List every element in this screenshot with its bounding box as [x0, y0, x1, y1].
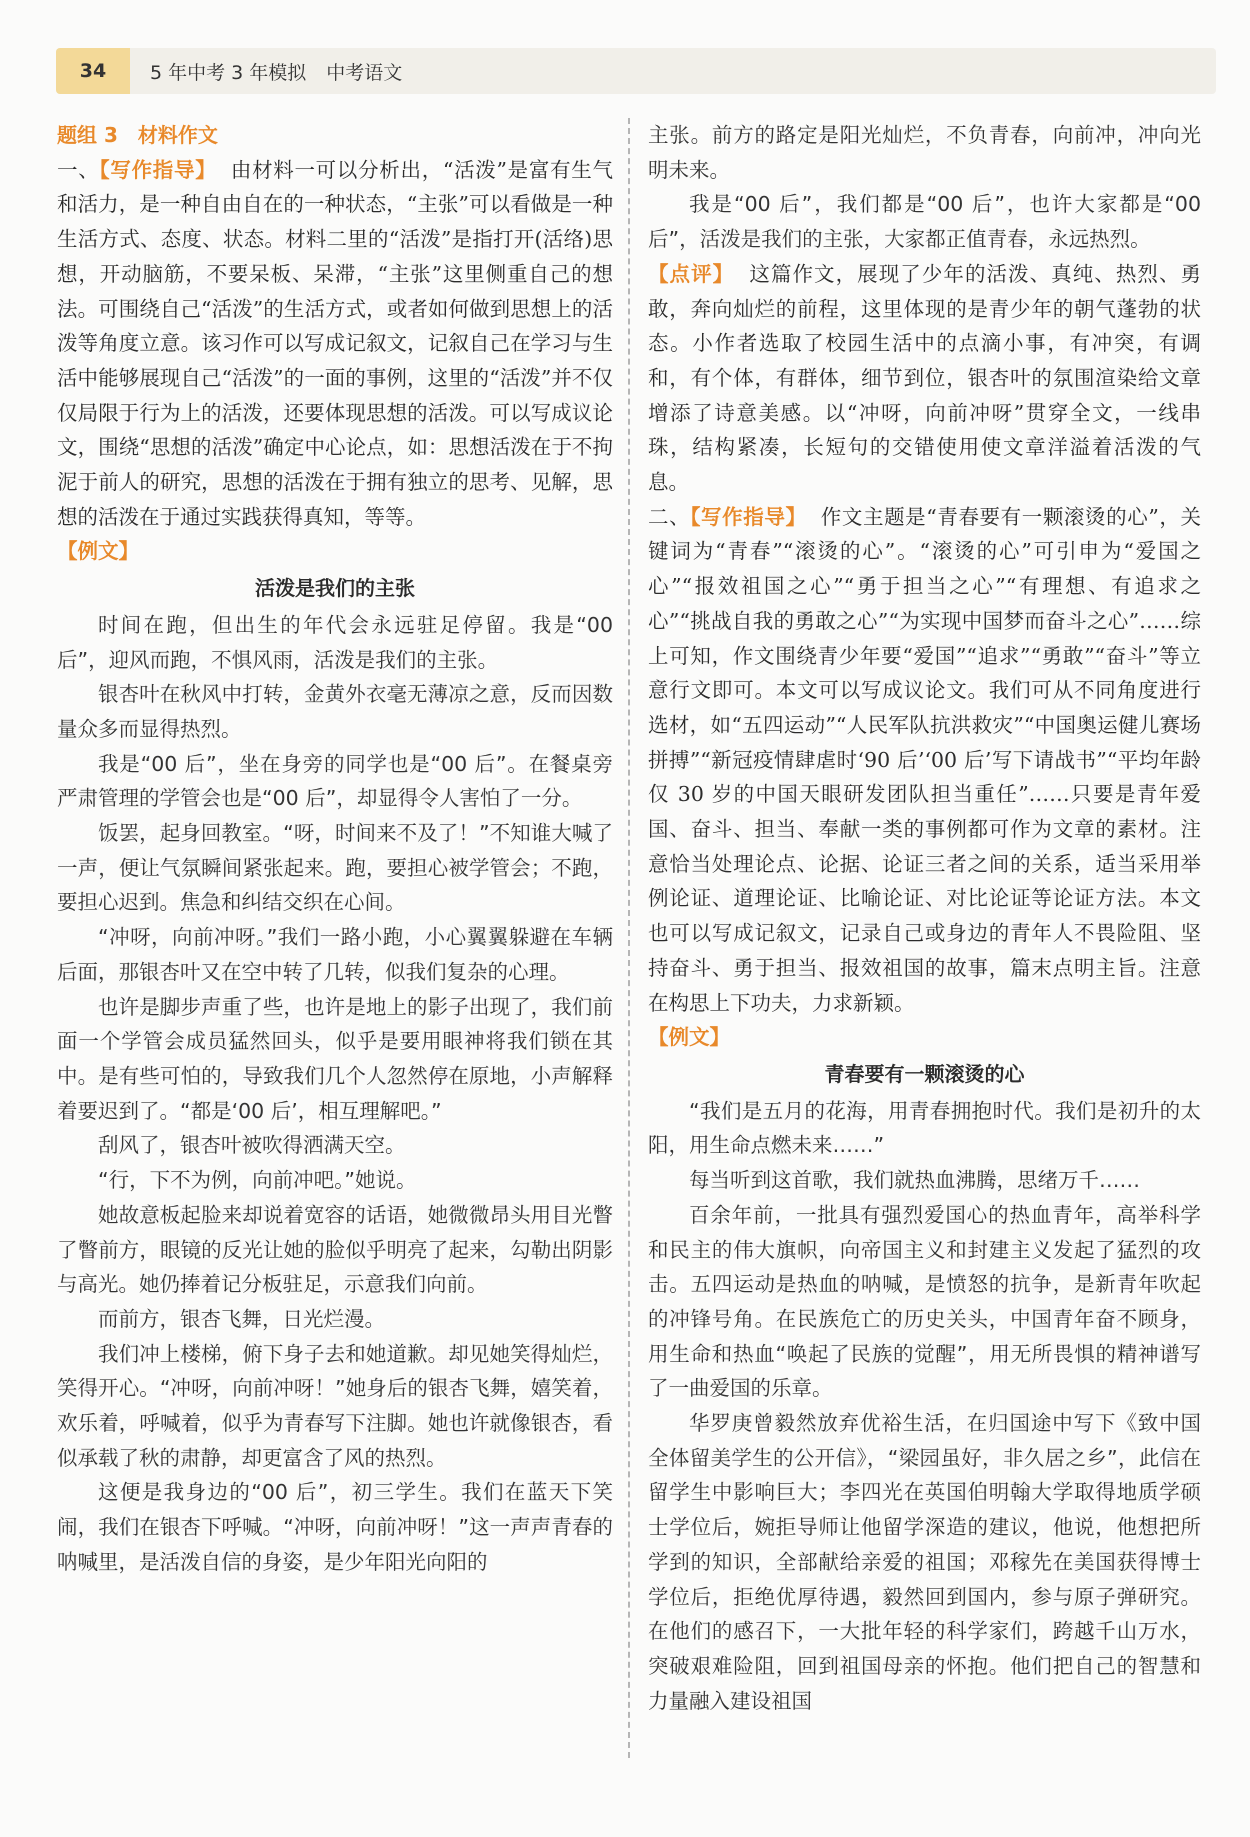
essay-1-paragraph: 我是“00 后”，坐在身旁的同学也是“00 后”。在餐桌旁严肃管理的学管会也是“00 后”，却显得令人害怕了一分。: [57, 751, 613, 811]
essay-1-paragraph: 银杏叶在秋风中打转，金黄外衣毫无薄凉之意，反而因数量众多而显得热烈。: [57, 682, 613, 741]
column-divider: [628, 118, 630, 1758]
essay-1-paragraph: 这便是我身边的“00 后”，初三学生。我们在蓝天下笑闹，我们在银杏下呼喊。“冲呀，向前冲呀！”这一声声青春的呐喊里，是活泼自信的身姿，是少年阳光向阳的: [57, 1480, 613, 1574]
comment-text: 这篇作文，展现了少年的活泼、真纯、热烈、勇敢，奔向灿烂的前程，这里体现的是青少年的朝气蓬勃的状态。小作者选取了校园生活中的点滴小事，有冲突，有调和，有个体，有群体，细节到位，银杏叶的氛围渲染给文章增添了诗意美感。以“冲呀，向前冲呀”贯穿全文，一线串珠，结构紧凑，长短句的交错使用使文章洋溢着活泼的气息。: [648, 261, 1202, 495]
essay-2-title: 青春要有一颗滚烫的心: [824, 1061, 1025, 1086]
guide-1-prefix: 一、: [57, 157, 100, 182]
essay-1-paragraph: 她故意板起脸来却说着宽容的话语，她微微昂头用目光瞥了瞥前方，眼镜的反光让她的脸似乎明亮了起来，勾勒出阴影与高光。她仍捧着记分板驻足，示意我们向前。: [57, 1202, 613, 1297]
guide-1-tag: 【写作指导】: [99, 157, 217, 182]
guide-2: [648, 500, 1201, 1021]
example-tag-2: 【例文】: [648, 1025, 730, 1050]
essay-1-paragraph: 饭罢，起身回教室。“呀，时间来不及了！”不知谁大喊了一声，便让气氛瞬间紧张起来。跑，要担心被学管会；不跑，要担心迟到。焦急和纠结交织在心间。: [57, 821, 613, 915]
left-column: [57, 118, 613, 1580]
essay-1-paragraph: 也许是脚步声重了些，也许是地上的影子出现了，我们前面一个学管会成员猛然回头，似乎是要用眼神将我们锁在其中。是有些可怕的，导致我们几个人忽然停在原地，小声解释着要迟到了。“都是‘00 后’，相互理解吧。”: [57, 994, 613, 1123]
right-column: [648, 118, 1201, 1718]
guide-2-tag: 【写作指导】: [690, 504, 807, 529]
guide-1: [57, 153, 613, 535]
example-tag-1: 【例文】: [57, 539, 139, 564]
comment: [648, 257, 1201, 500]
section-title: 题组 3 材料作文: [57, 123, 218, 147]
essay-1-title: 活泼是我们的主张: [255, 576, 415, 601]
essay-1-paragraph: “冲呀，向前冲呀。”我们一路小跑，小心翼翼躲避在车辆后面，那银杏叶又在空中转了几转，似我们复杂的心理。: [57, 925, 613, 984]
book-series: 5 年中考 3 年模拟: [150, 61, 307, 84]
essay-1-paragraph: 时间在跑，但出生的年代会永远驻足停留。我是“00 后”，迎风而跑，不惧风雨，活泼是我们的主张。: [57, 612, 613, 672]
essay-1-paragraph: 我们冲上楼梯，俯下身子去和她道歉。却见她笑得灿烂，笑得开心。“冲呀，向前冲呀！”她身后的银杏飞舞，嬉笑着，欢乐着，呼喊着，似乎为青春写下注脚。她也许就像银杏，看似承载了秋的肃静，却更富含了风的热烈。: [57, 1341, 613, 1470]
guide-2-text: 作文主题是“青春要有一颗滚烫的心”，关键词为“青春”“滚烫的心”。“滚烫的心”可引申为“爱国之心”“报效祖国之心”“勇于担当之心”“有理想、有追求之心”“挑战自我的勇敢之心”“为实现中国梦而奋斗之心”……综上可知，作文围绕青少年要“爱国”“追求”“勇敢”“奋斗”等立意行文即可。本文可以写成议论文。我们可从不同角度进行选材，如“五四运动”“人民军队抗洪救灾”“中国奥运健儿赛场拼搏”“新冠疫情肆虐时‘90 后’‘00 后’写下请战书”“平均年龄仅 30 岁的中国天眼研发团队担当重任”……只要是青年爱国、奋斗、担当、奉献一类的事例都可作为文章的素材。注意恰当处理论点、论据、论证三者之间的关系，适当采用举例论证、道理论证、比喻论证、对比论证等论证方法。本文也可以写成记叙文，记录自己或身边的青年人不畏险阻、坚持奋斗、勇于担当、报效祖国的故事，篇末点明主旨。注意在构思上下功夫，力求新颖。: [648, 504, 1201, 1015]
guide-1-text: 由材料一可以分析出，“活泼”是富有生气和活力，是一种自由自在的一种状态，“主张”可以看做是一种生活方式、态度、状态。材料二里的“活泼”是指打开(活络)思想，开动脑筋，不要呆板、呆滞，“主张”这里侧重自己的想法。可围绕自己“活泼”的生活方式，或者如何做到思想上的活泼等角度立意。该习作可以写成记叙文，记叙自己在学习与生活中能够展现自己“活泼”的一面的事例，这里的“活泼”并不仅仅局限于行为上的活泼，还要体现思想的活泼。可以写成议论文，围绕“思想的活泼”确定中心论点，如：思想活泼在于不拘泥于前人的研究，思想的活泼在于拥有独立的思考、见解，思想的活泼在于通过实践获得真知，等等。: [57, 157, 614, 529]
page-header: [56, 48, 1216, 94]
essay-1-continuation: 我是“00 后”，我们都是“00 后”，也许大家都是“00 后”，活泼是我们的主张，大家都正值青春，永远热烈。: [648, 192, 1201, 252]
essay-2-paragraph: 华罗庚曾毅然放弃优裕生活，在归国途中写下《致中国全体留美学生的公开信》，“梁园虽好，非久居之乡”，此信在留学生中影响巨大；李四光在英国伯明翰大学取得地质学硕士学位后，婉拒导师让他留学深造的建议，他说，他想把所学到的知识，全部献给亲爱的祖国；邓稼先在美国获得博士学位后，拒绝优厚待遇，毅然回到国内，参与原子弹研究。在他们的感召下，一大批年轻的科学家们，跨越千山万水，突破艰难险阻，回到祖国母亲的怀抱。他们把自己的智慧和力量融入建设祖国: [648, 1411, 1201, 1713]
guide-2-prefix: 二、: [648, 504, 691, 529]
essay-1-paragraph: “行，下不为例，向前冲吧。”她说。: [98, 1168, 417, 1193]
essay-1-paragraph: 刮风了，银杏叶被吹得洒满天空。: [98, 1133, 406, 1158]
page-number: 34: [56, 48, 130, 94]
essay-1-paragraph: 而前方，银杏飞舞，日光烂漫。: [98, 1306, 385, 1331]
essay-2-paragraph: 百余年前，一批具有强烈爱国心的热血青年，高举科学和民主的伟大旗帜，向帝国主义和封建主义发起了猛烈的攻击。五四运动是热血的呐喊，是愤怒的抗争，是新青年吹起的冲锋号角。在民族危亡的历史关头，中国青年奋不顾身，用生命和热血“唤起了民族的觉醒”，用无所畏惧的精神谱写了一曲爱国的乐章。: [648, 1202, 1201, 1401]
essay-1-continuation: 主张。前方的路定是阳光灿烂，不负青春，向前冲，冲向光明未来。: [648, 123, 1201, 182]
book-subject: 中考语文: [326, 61, 403, 84]
comment-tag: 【点评】: [648, 261, 735, 286]
essay-2-paragraph: 每当听到这首歌，我们就热血沸腾，思绪万千……: [689, 1168, 1140, 1193]
essay-2-paragraph: “我们是五月的花海，用青春拥抱时代。我们是初升的太阳，用生命点燃未来……”: [648, 1098, 1201, 1158]
